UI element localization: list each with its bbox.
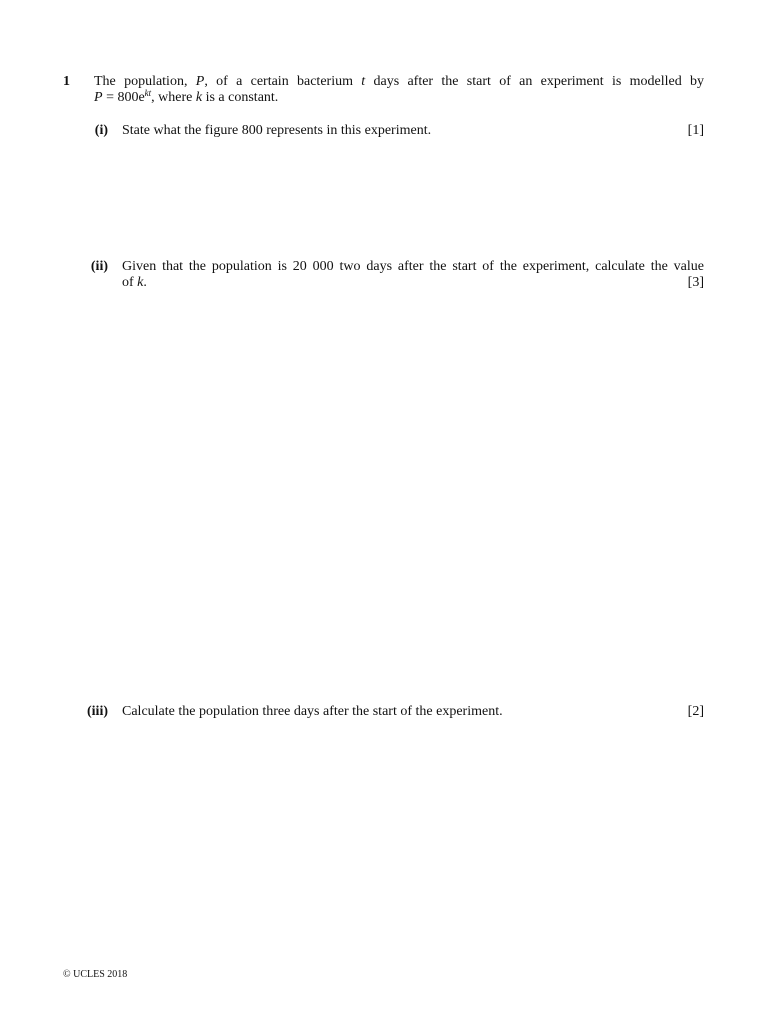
question-number: 1 <box>63 74 70 89</box>
stem-text: The population, <box>94 74 196 89</box>
question-stem-line-2 <box>94 90 704 106</box>
variable-k: k <box>137 275 144 290</box>
equation-exponent: kt <box>144 88 152 98</box>
part-ii-text <box>122 259 704 291</box>
part-ii-text-fragment: of <box>122 275 138 290</box>
part-i-text: State what the figure 800 represents in this experiment. <box>122 123 432 138</box>
part-ii-line-2 <box>122 275 704 291</box>
variable-P: P <box>195 74 205 89</box>
part-ii-line-1: Given that the population is 20 000 two days after the start of the experiment, calculate the value <box>122 259 704 274</box>
part-ii-label: (ii) <box>90 259 108 274</box>
stem-text: days after the start of an experiment is modelled by <box>365 74 704 89</box>
part-iii-label: (iii) <box>87 704 108 719</box>
part-iii-marks: [2] <box>687 704 704 719</box>
stem-text: is a constant. <box>202 90 279 105</box>
equation-text: = 800e <box>102 90 145 105</box>
stem-text: , of a certain bacterium <box>204 74 362 89</box>
part-i-label: (i) <box>94 123 108 138</box>
part-ii-line-2-text <box>122 275 147 291</box>
variable-t: t <box>361 74 366 89</box>
question-stem <box>94 74 704 106</box>
copyright-footer: © UCLES 2018 <box>63 969 128 980</box>
part-iii-text: Calculate the population three days after the start of the experiment. <box>122 704 503 719</box>
part-ii-text-fragment: . <box>143 275 147 290</box>
part-i-marks: [1] <box>687 123 704 138</box>
variable-k: k <box>195 90 203 105</box>
variable-P: P <box>94 90 103 105</box>
stem-text: , where <box>151 90 196 105</box>
part-ii-marks: [3] <box>687 275 704 290</box>
question-stem-line-1 <box>94 74 704 90</box>
